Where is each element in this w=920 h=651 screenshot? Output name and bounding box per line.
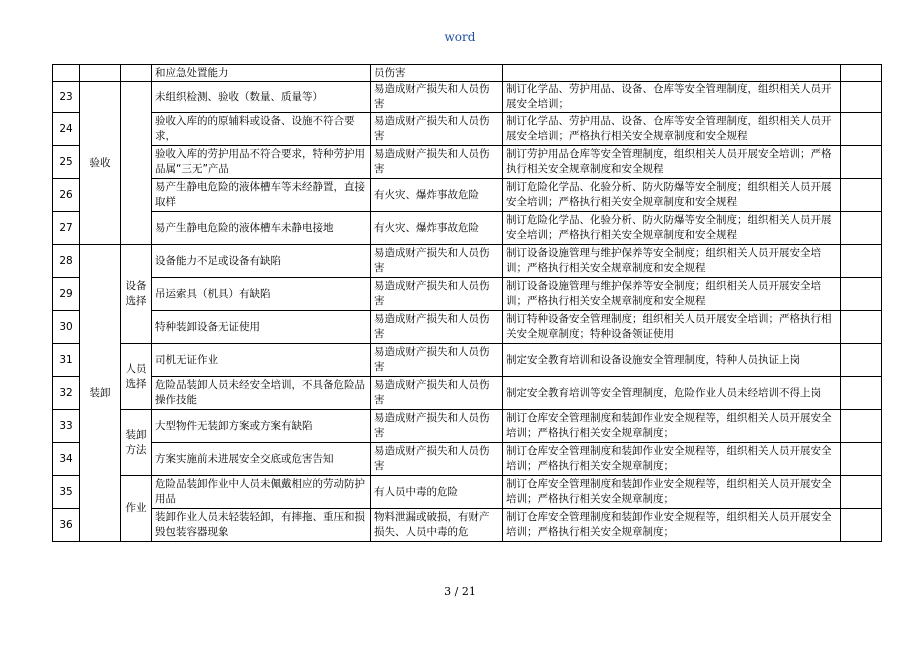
consequence-cell: 易造成财产损失和人员伤害 [371,245,503,278]
row-number: 29 [53,278,80,311]
category-cell: 验收 [80,82,121,245]
table-row [53,179,882,212]
table-row [53,443,882,476]
page-number: 3 / 21 [444,585,476,598]
hazard-cell: 吊运索具（机具）有缺陷 [152,278,371,311]
consequence-cell: 易造成财产损失和人员伤害 [371,146,503,179]
hazard-cell: 危险品装卸人员未经安全培训，不具备危险品操作技能 [152,377,371,410]
row-number: 36 [53,509,80,542]
extra-cell [841,311,882,344]
hazard-table [52,64,882,542]
consequence-cell: 有火灾、爆炸事故危险 [371,212,503,245]
row-number: 33 [53,410,80,443]
table-row [53,377,882,410]
subcategory-cell: 装卸方法 [121,410,152,476]
hazard-cell: 方案实施前未进展安全交底或危害告知 [152,443,371,476]
consequence-cell: 易造成财产损失和人员伤害 [371,278,503,311]
extra-cell [841,377,882,410]
consequence-cell: 易造成财产损失和人员伤害 [371,377,503,410]
extra-cell [841,113,882,146]
row-number: 32 [53,377,80,410]
hazard-cell: 和应急处置能力 [152,65,371,82]
extra-cell [841,146,882,179]
measures-cell: 制订化学品、劳护用品、设备、仓库等安全管理制度，组织相关人员开展安全培训；严格执行相关安全规章制度和安全规程 [503,113,841,146]
row-number: 31 [53,344,80,377]
measures-cell: 制订仓库安全管理制度和装卸作业安全规程等，组织相关人员开展安全培训；严格执行相关安全规章制度； [503,443,841,476]
row-number: 23 [53,82,80,113]
consequence-cell: 物料泄漏或破损，有财产损失、人员中毒的危 [371,509,503,542]
table-row [53,212,882,245]
table-row [53,65,882,82]
table-row [53,278,882,311]
row-number: 25 [53,146,80,179]
hazard-cell: 危险品装卸作业中人员未佩戴相应的劳动防护用品 [152,476,371,509]
extra-cell [841,443,882,476]
extra-cell [841,509,882,542]
measures-cell: 制订仓库安全管理制度和装卸作业安全规程等，组织相关人员开展安全培训；严格执行相关安全规章制度； [503,476,841,509]
measures-cell: 制订劳护用品仓库等安全管理制度，组织相关人员开展安全培训；严格执行相关安全规章制度和安全规程 [503,146,841,179]
row-number: 35 [53,476,80,509]
measures-cell [503,65,841,82]
subcategory-cell: 设备选择 [121,245,152,344]
measures-cell: 制订设备设施管理与维护保养等安全制度；组织相关人员开展安全培训；严格执行相关安全规章制度和安全规程 [503,278,841,311]
extra-cell [841,344,882,377]
consequence-cell: 易造成财产损失和人员伤害 [371,344,503,377]
measures-cell: 制订特种设备安全管理制度；组织相关人员开展安全培训；严格执行相关安全规章制度；特种设备领证使用 [503,311,841,344]
consequence-cell: 员伤害 [371,65,503,82]
row-number [53,65,80,82]
hazard-cell: 未组织检测、验收（数量、质量等） [152,82,371,113]
table-row [53,344,882,377]
hazard-cell: 大型物件无装卸方案或方案有缺陷 [152,410,371,443]
hazard-cell: 特种装卸设备无证使用 [152,311,371,344]
subcategory-cell: 人员选择 [121,344,152,410]
table-row [53,82,882,113]
extra-cell [841,65,882,82]
row-number: 27 [53,212,80,245]
category-cell: 装卸 [80,245,121,542]
subcategory-cell [121,65,152,82]
table-row [53,113,882,146]
consequence-cell: 易造成财产损失和人员伤害 [371,311,503,344]
measures-cell: 制订仓库安全管理制度和装卸作业安全规程等，组织相关人员开展安全培训；严格执行相关安全规章制度； [503,509,841,542]
extra-cell [841,476,882,509]
row-number: 34 [53,443,80,476]
hazard-cell: 装卸作业人员未轻装轻卸，有摔拖、重压和损毁包装容器现象 [152,509,371,542]
measures-cell: 制订仓库安全管理制度和装卸作业安全规程等，组织相关人员开展安全培训；严格执行相关安全规章制度； [503,410,841,443]
table-row [53,509,882,542]
hazard-cell: 易产生静电危险的液体槽车等未经静置，直接取样 [152,179,371,212]
table-row [53,311,882,344]
consequence-cell: 易造成财产损失和人员伤害 [371,82,503,113]
measures-cell: 制订化学品、劳护用品、设备、仓库等安全管理制度，组织相关人员开展安全培训； [503,82,841,113]
extra-cell [841,245,882,278]
measures-cell: 制定安全教育培训等安全管理制度，危险作业人员未经培训不得上岗 [503,377,841,410]
measures-cell: 制订危险化学品、化验分析、防火防爆等安全制度；组织相关人员开展安全培训；严格执行相关安全规章制度和安全规程 [503,212,841,245]
subcategory-cell [121,82,152,245]
subcategory-cell: 作业 [121,476,152,542]
extra-cell [841,179,882,212]
row-number: 28 [53,245,80,278]
hazard-cell: 易产生静电危险的液体槽车未静电接地 [152,212,371,245]
table-row [53,245,882,278]
hazard-cell: 司机无证作业 [152,344,371,377]
measures-cell: 制订危险化学品、化验分析、防火防爆等安全制度；组织相关人员开展安全培训；严格执行相关安全规章制度和安全规程 [503,179,841,212]
table-row [53,146,882,179]
measures-cell: 制定安全教育培训和设备设施安全管理制度，特种人员执证上岗 [503,344,841,377]
table-row [53,410,882,443]
category-cell [80,65,121,82]
extra-cell [841,212,882,245]
measures-cell: 制订设备设施管理与维护保养等安全制度；组织相关人员开展安全培训；严格执行相关安全规章制度和安全规程 [503,245,841,278]
consequence-cell: 有火灾、爆炸事故危险 [371,179,503,212]
row-number: 26 [53,179,80,212]
page-header: word [444,30,476,44]
table-row [53,476,882,509]
extra-cell [841,82,882,113]
extra-cell [841,410,882,443]
hazard-cell: 验收入库的劳护用品不符合要求，特种劳护用品属“三无”产品 [152,146,371,179]
consequence-cell: 有人员中毒的危险 [371,476,503,509]
extra-cell [841,278,882,311]
hazard-cell: 验收入库的的原辅料或设备、设施不符合要求， [152,113,371,146]
consequence-cell: 易造成财产损失和人员伤害 [371,113,503,146]
consequence-cell: 易造成财产损失和人员伤害 [371,443,503,476]
row-number: 24 [53,113,80,146]
hazard-cell: 设备能力不足或设备有缺陷 [152,245,371,278]
row-number: 30 [53,311,80,344]
consequence-cell: 易造成财产损失和人员伤害 [371,410,503,443]
